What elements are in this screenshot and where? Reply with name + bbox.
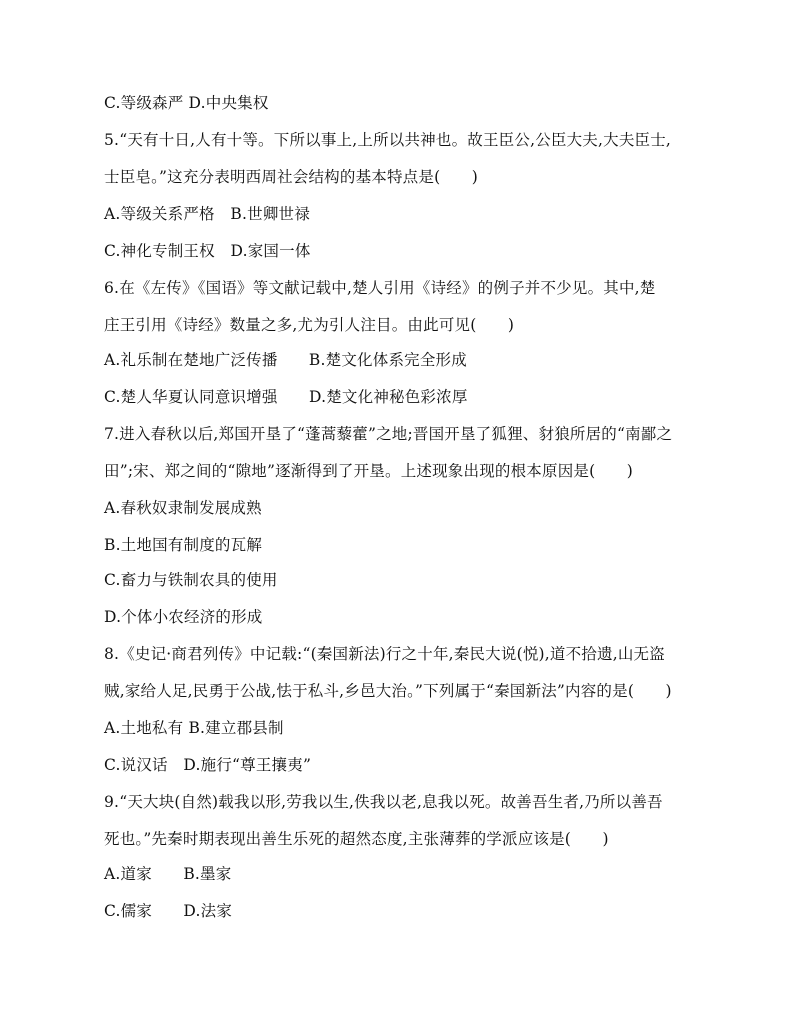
q6-stem-line2: 庄王引用《诗经》数量之多,尤为引人注目。由此可见( ) xyxy=(104,316,515,334)
q9-stem-line1: 9.“天大块(自然)载我以形,劳我以生,佚我以老,息我以死。故善吾生者,乃所以善吾 xyxy=(104,793,663,811)
q7-option-d: D.个体小农经济的形成 xyxy=(104,608,263,626)
q6-options-cd: C.楚人华夏认同意识增强 D.楚文化神秘色彩浓厚 xyxy=(104,388,468,406)
q9-stem-line2: 死也。”先秦时期表现出善生乐死的超然态度,主张薄葬的学派应该是( ) xyxy=(104,830,609,848)
q5-stem-line2: 士臣皂。”这充分表明西周社会结构的基本特点是( ) xyxy=(104,168,478,186)
q6-options-ab: A.礼乐制在楚地广泛传播 B.楚文化体系完全形成 xyxy=(104,351,467,369)
q5-options-cd: C.神化专制王权 D.家国一体 xyxy=(104,242,311,260)
q5-options-ab: A.等级关系严格 B.世卿世禄 xyxy=(104,205,310,223)
q4-options-cd: C.等级森严 D.中央集权 xyxy=(104,94,269,112)
q7-option-c: C.畜力与铁制农具的使用 xyxy=(104,571,278,589)
q9-options-ab: A.道家 B.墨家 xyxy=(104,865,232,883)
q7-option-a: A.春秋奴隶制发展成熟 xyxy=(104,499,262,517)
q7-option-b: B.土地国有制度的瓦解 xyxy=(104,536,263,554)
q7-stem-line1: 7.进入春秋以后,郑国开垦了“蓬蒿藜藿”之地;晋国开垦了狐狸、豺狼所居的“南鄙之 xyxy=(104,425,673,443)
q5-stem-line1: 5.“天有十日,人有十等。下所以事上,上所以共神也。故王臣公,公臣大夫,大夫臣士, xyxy=(104,131,672,149)
q9-options-cd: C.儒家 D.法家 xyxy=(104,902,233,920)
q7-stem-line2: 田”;宋、郑之间的“隙地”逐渐得到了开垦。上述现象出现的根本原因是( ) xyxy=(104,462,633,480)
q8-stem-line2: 贼,家给人足,民勇于公战,怯于私斗,乡邑大治。”下列属于“秦国新法”内容的是( ) xyxy=(104,682,672,700)
q8-stem-line1: 8.《史记·商君列传》中记载:“(秦国新法)行之十年,秦民大说(悦),道不拾遗,山无盗 xyxy=(104,645,665,663)
q8-options-cd: C.说汉话 D.施行“尊王攘夷” xyxy=(104,756,312,774)
q8-options-ab: A.土地私有 B.建立郡县制 xyxy=(104,719,284,737)
q6-stem-line1: 6.在《左传》《国语》等文献记载中,楚人引用《诗经》的例子并不少见。其中,楚 xyxy=(104,279,656,297)
